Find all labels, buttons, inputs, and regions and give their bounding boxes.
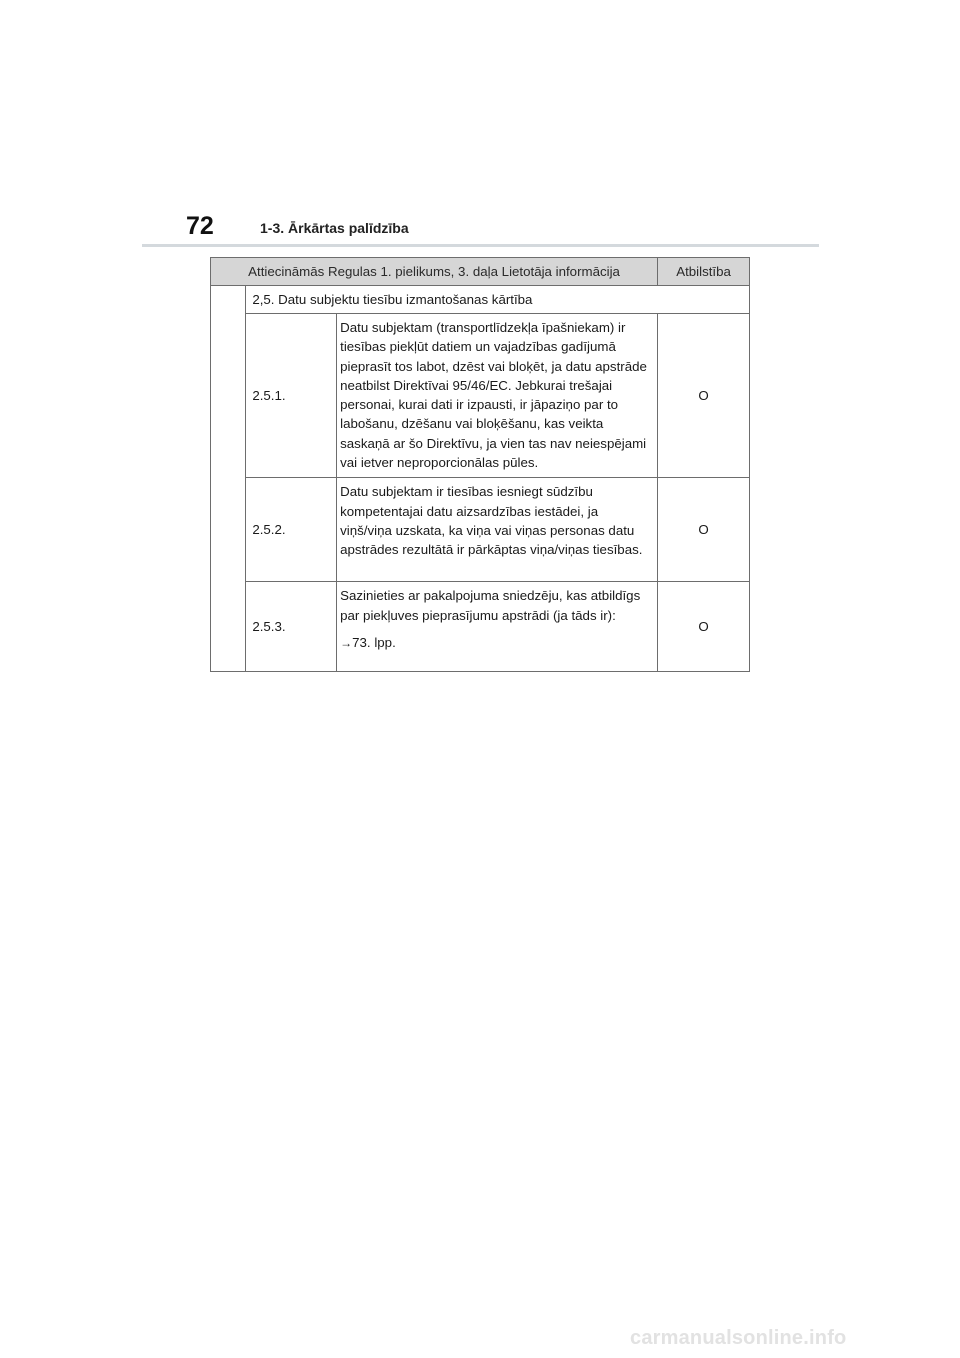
indent-cell — [211, 286, 246, 672]
data-rights-table — [210, 257, 750, 672]
table-subheading-row — [211, 286, 750, 314]
row-number: 2.5.2. — [246, 478, 337, 582]
watermark-text: carmanualsonline.info — [630, 1327, 847, 1349]
row-compliance: O — [658, 478, 750, 582]
row-compliance: O — [658, 582, 750, 672]
row-description: Datu subjektam (transportlīdzekļa īpašniekam) ir tiesības piekļūt datiem un vajadzības gadījumā pieprasīt tos labot, dzēst vai bloķēt, ja datu apstrāde neatbilst Direktīvai 95/46/EC. Jebkurai trešajai personai, kurai dati ir izpausti, ir jāpaziņo par to labošanu, dzēšanu vai bloķēšanu, kas veikta saskaņā ar šo Direktīvu, ja vien tas nav neiespējami vai ietver neproporcionālas pūles. — [337, 314, 658, 478]
table-header-row — [211, 258, 750, 286]
table-row — [211, 478, 750, 582]
row-description: Sazinieties ar pakalpojuma sniedzēju, kas atbildīgs par piekļuves pieprasījumu apstrādi (ja tāds ir): →73. lpp. — [337, 582, 658, 672]
table-row — [211, 582, 750, 672]
table-row — [211, 314, 750, 478]
arrow-right-icon: → — [340, 635, 353, 650]
row-compliance: O — [658, 314, 750, 478]
row-number: 2.5.1. — [246, 314, 337, 478]
page-number: 72 — [186, 212, 214, 240]
column-header-compliance: Atbilstība — [658, 258, 750, 286]
column-header-requirement: Attiecināmās Regulas 1. pielikums, 3. daļa Lietotāja informācija — [211, 258, 658, 286]
row-number: 2.5.3. — [246, 582, 337, 672]
section-title: 1-3. Ārkārtas palīdzība — [260, 220, 409, 236]
row-description: Datu subjektam ir tiesības iesniegt sūdzību kompetentajai datu aizsardzības iestādei, ja viņš/viņa uzskata, ka viņa vai viņas personas datu apstrādes rezultātā ir pārkāptas viņa/viņas tiesības. — [337, 478, 658, 582]
page-reference-link[interactable]: 73. lpp. — [352, 634, 396, 650]
header-divider — [142, 244, 819, 247]
subheading-cell: 2,5. Datu subjektu tiesību izmantošanas kārtība — [246, 286, 750, 314]
